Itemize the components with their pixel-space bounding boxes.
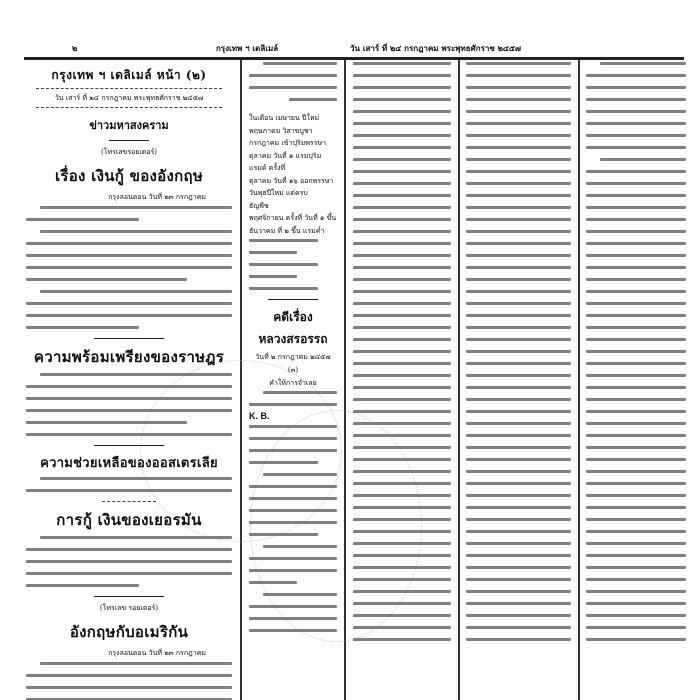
column-1 — [22, 62, 236, 700]
divider — [94, 338, 164, 339]
schedule-row: ธัญพืช — [249, 201, 269, 210]
article-body — [22, 477, 236, 492]
schedule-row: พฤศจิกายน ครั้งที่ วันที่ ๑ ขึ้น — [249, 214, 337, 222]
feature-subtitle: คำให้การจำเลย — [269, 379, 317, 387]
divider — [36, 88, 222, 89]
article-body — [22, 536, 236, 587]
feature-part: (๓) — [287, 366, 299, 374]
schedule-row: ในเดือน เมษายน ปีใหม่ — [249, 114, 320, 122]
category-heading: ข่าวมหาสงคราม — [89, 119, 169, 132]
source-label: (โทรเลข รอยเตอร์) — [99, 604, 159, 612]
schedule-row: ธันวาคม ที่ ๒ ขึ้น แรมค่ำ — [249, 226, 325, 235]
article-headline: ความพร้อมเพรียงของราษฎร — [33, 348, 225, 366]
divider — [268, 299, 318, 300]
feature-headline: หลวงสรอรรถ — [258, 332, 328, 346]
article-dateline: กรุงลอนดอน วันที่ ๒๓ กรกฎาคม — [108, 193, 206, 201]
column-5 — [582, 62, 690, 700]
divider — [109, 140, 149, 141]
article-body — [349, 62, 455, 641]
article-body — [245, 62, 341, 101]
schedule-row: ตุลาคม วันที่ ๑ แรมปุริม — [249, 151, 322, 160]
article-headline: การกู้ เงินของเยอรมัน — [56, 511, 202, 529]
divider — [36, 107, 222, 108]
page-number: ๒ — [72, 43, 78, 53]
column-divider — [458, 60, 460, 700]
article-body — [245, 239, 341, 290]
schedule-row: พฤษภาคม วิสาขบูชา — [249, 126, 313, 135]
masthead — [20, 40, 700, 58]
schedule-row: ตุลาคม วันที่ ๑๖ ออกพรรษา — [249, 176, 334, 185]
column-3 — [349, 62, 455, 700]
issue-line: วัน เสาร์ ที่ ๒๔ กรกฎาคม พระพุทธศักราช ๒๔๕๗ — [350, 43, 521, 53]
schedule-row: กรกฎาคม เข้าปุริมพรรษา — [249, 139, 326, 147]
divider — [94, 445, 164, 446]
article-body — [462, 62, 575, 641]
article-headline: ความช่วยเหลือของออสเตรเลีย — [40, 456, 218, 471]
article-dateline: กรุงลอนดอน วันที่ ๒๓ กรกฎาคม — [108, 649, 206, 657]
feature-title: คดีเรื่อง — [273, 310, 313, 324]
section-title: กรุงเทพ ฯ เดลิเมล์ หน้า (๒) — [51, 68, 207, 82]
divider — [102, 501, 156, 502]
source-label: (โทรเลขรอยเตอร์) — [100, 148, 158, 156]
paper-name: กรุงเทพ ฯ เดลิเมล์ — [216, 43, 279, 53]
article-body — [22, 373, 236, 436]
article-body — [22, 206, 236, 329]
masthead-rule — [24, 57, 684, 60]
article-body — [22, 662, 236, 700]
section-date: วัน เสาร์ ที่ ๒๔ กรกฎาคม พระพุทธศักราช ๒๔๕๗ — [54, 94, 204, 102]
schedule-list — [245, 110, 341, 239]
article-headline: เรื่อง เงินกู้ ของอังกฤษ — [54, 167, 204, 185]
schedule-row: แรมต์ ครั้งที่ — [249, 164, 286, 172]
column-divider — [578, 60, 580, 700]
article-headline: อังกฤษกับอเมริกัน — [69, 623, 189, 641]
schedule-row: วันพุธปีใหม่ แต่ครบ — [249, 189, 308, 197]
feature-date: วันที่ ๒ กรกฎาคม ๒๔๕๗ — [255, 353, 331, 361]
inline-mark: K. B. — [249, 411, 270, 421]
column-4 — [462, 62, 575, 700]
divider — [94, 596, 164, 597]
column-2 — [245, 62, 341, 700]
article-body — [245, 391, 341, 632]
article-body — [582, 62, 690, 641]
